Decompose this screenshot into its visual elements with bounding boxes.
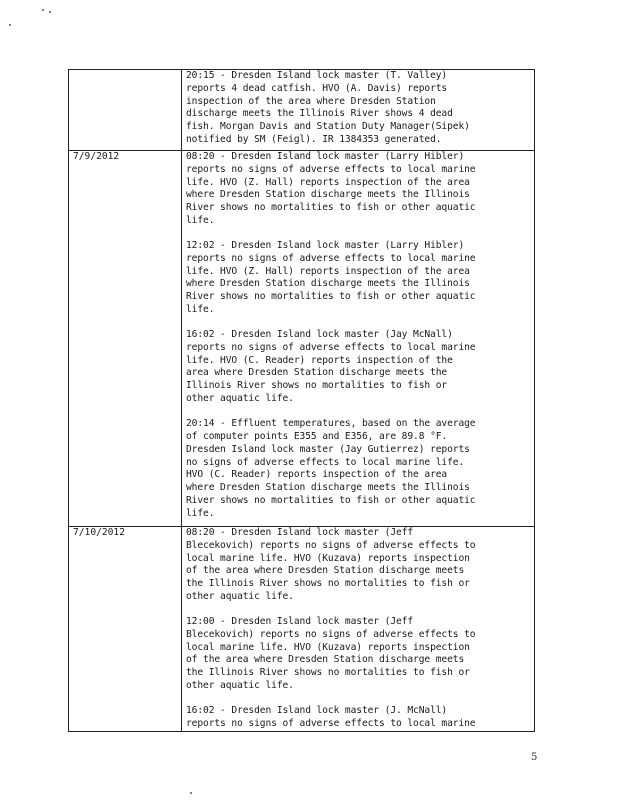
log-entry: 12:00 - Dresden Island lock master (Jeff Blecekovich) reports no signs of adverse effects to local marine life. HVO (Kuzava) reports inspection of the area where Dresden Station discharge meets the Illinois River shows no mortalities to fish or other aquatic life. — [186, 616, 476, 691]
log-entry: 08:20 - Dresden Island lock master (Jeff Blecekovich) reports no signs of adverse effects to local marine life. HVO (Kuzava) reports inspection of the area where Dresden Station discharge meets the Illinois River shows no mortalities to fish or other aquatic life. — [186, 527, 476, 602]
date-cell: 7/10/2012 — [69, 527, 182, 732]
entries-cell — [182, 527, 535, 732]
log-entry: 20:15 - Dresden Island lock master (T. Valley) reports 4 dead catfish. HVO (A. Davis) reports inspection of the area where Dresden Station discharge meets the Illinois River shows 4 dead fish. Morgan Davis and Station Duty Manager(Sipek) notified by SM (Feigl). IR 1384353 generated. — [186, 70, 470, 145]
log-entry: 16:02 - Dresden Island lock master (J. McNall) reports no signs of adverse effects to local marine — [186, 705, 476, 729]
date-cell — [69, 70, 182, 151]
scan-speck — [9, 24, 11, 26]
table-row — [69, 527, 535, 732]
entries-cell — [182, 70, 535, 151]
entries-cell — [182, 151, 535, 527]
scan-speck — [190, 792, 192, 794]
page-number: 5 — [531, 752, 538, 763]
event-log-table — [68, 69, 535, 732]
scan-speck — [49, 11, 51, 13]
table-row — [69, 151, 535, 527]
scan-speck — [42, 9, 44, 11]
log-entry: 12:02 - Dresden Island lock master (Larry Hibler) reports no signs of adverse effects to local marine life. HVO (Z. Hall) reports inspection of the area where Dresden Station discharge meets the Illinois River shows no mortalities to fish or other aquatic life. — [186, 240, 476, 315]
log-entry: 16:02 - Dresden Island lock master (Jay McNall) reports no signs of adverse effects to local marine life. HVO (C. Reader) reports inspection of the area where Dresden Station discharge meets the Illinois River shows no mortalities to fish or other aquatic life. — [186, 329, 476, 404]
log-entry: 20:14 - Effluent temperatures, based on the average of computer points E355 and E356, are 89.8 °F. Dresden Island lock master (Jay Gutierrez) reports no signs of adverse effects to local marine life. HVO (C. Reader) reports inspection of the area where Dresden Station discharge meets the Illinois River shows no mortalities to fish or other aquatic life. — [186, 418, 476, 519]
table-row — [69, 70, 535, 151]
date-cell: 7/9/2012 — [69, 151, 182, 527]
log-entry: 08:20 - Dresden Island lock master (Larry Hibler) reports no signs of adverse effects to local marine life. HVO (Z. Hall) reports inspection of the area where Dresden Station discharge meets the Illinois River shows no mortalities to fish or other aquatic life. — [186, 151, 476, 226]
